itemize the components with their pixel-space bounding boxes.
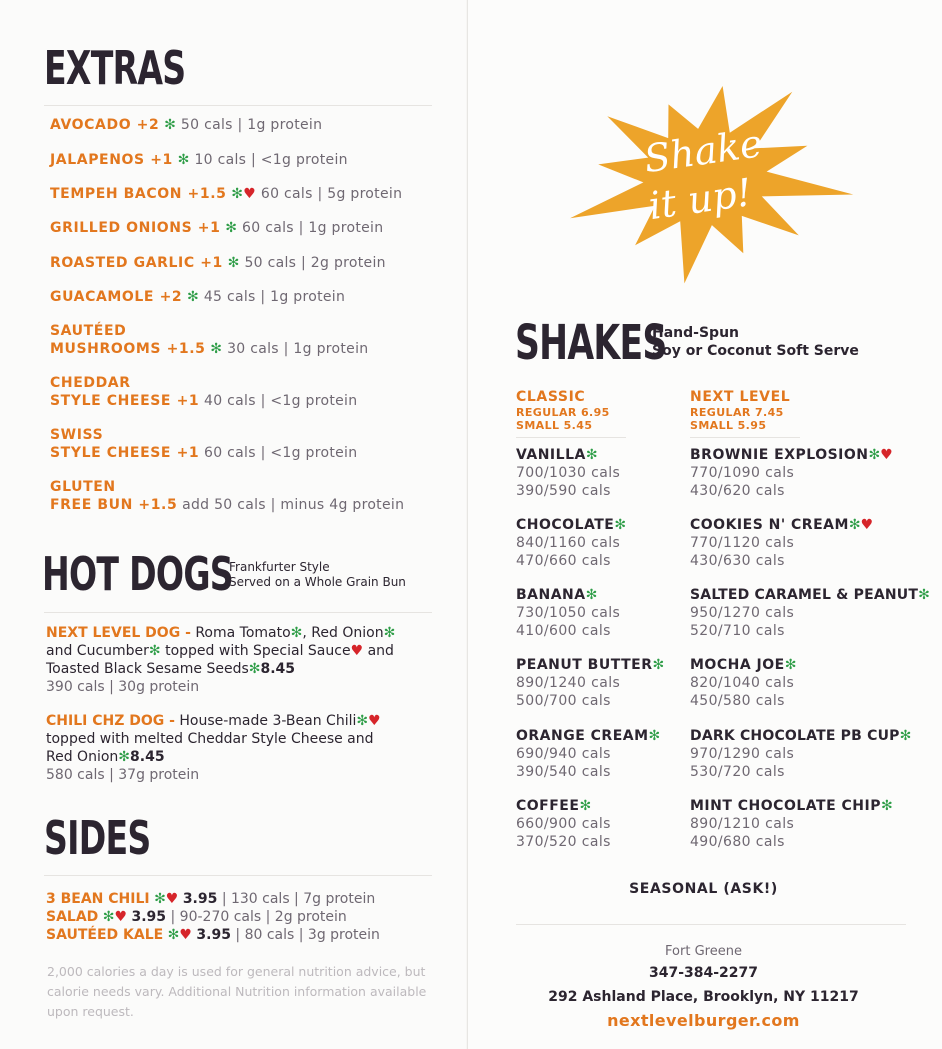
shake-banana: BANANA✻ 730/1050 cals 410/600 cals [516, 587, 621, 639]
footer-location: Fort Greene [665, 944, 742, 959]
footer-address: 292 Ashland Place, Brooklyn, NY 11217 [548, 989, 859, 1005]
next-level-dog: NEXT LEVEL DOG - Roma Tomato✻, Red Onion✻ and Cucumber✻ topped with Special Sauce♥ and Toasted Black Sesame Seeds✻8.45 390 cals | 30g protein [46, 625, 396, 695]
extra-mushrooms: SAUTÉED MUSHROOMS +1.5 ✻ 30 cals | 1g protein [50, 323, 369, 357]
sides-divider [44, 875, 432, 876]
shake-chocolate: CHOCOLATE✻ 840/1160 cals 470/660 cals [516, 517, 627, 569]
shake-salted-caramel-peanut: SALTED CARAMEL & PEANUT✻ 950/1270 cals 520/710 cals [690, 587, 930, 639]
nutrition-disclaimer: 2,000 calories a day is used for general nutrition advice, but calorie needs vary. Additional Nutrition information available upon request. [47, 964, 427, 1019]
shake-peanut-butter: PEANUT BUTTER✻ 890/1240 cals 500/700 cals [516, 657, 665, 709]
extra-roasted-garlic: ROASTED GARLIC +1 ✻ 50 cals | 2g protein [50, 255, 386, 271]
hotdogs-heading: HOT DOGS [42, 547, 233, 601]
side-salad: SALAD ✻♥ 3.95 | 90-270 cals | 2g protein [46, 909, 347, 925]
shake-coffee: COFFEE✻ 660/900 cals 370/520 cals [516, 798, 611, 850]
sides-heading: SIDES [44, 811, 151, 865]
burst-line1: Shake [641, 121, 766, 182]
burst-line2: it up! [645, 170, 755, 229]
vegan-icon: ✻ [164, 117, 177, 133]
extra-jalapenos: JALAPENOS +1 ✻ 10 cals | <1g protein [50, 152, 348, 168]
vegan-icon: ✻ [227, 255, 240, 271]
extras-divider [44, 105, 432, 106]
vegan-icon: ✻ [225, 220, 238, 236]
footer-divider [516, 924, 906, 925]
classic-tier: CLASSIC REGULAR 6.95 SMALL 5.45 [516, 389, 610, 432]
hotdogs-divider [44, 612, 432, 613]
shake-dark-chocolate-pb-cup: DARK CHOCOLATE PB CUP✻ 970/1290 cals 530/720 cals [690, 728, 912, 780]
shake-vanilla: VANILLA✻ 700/1030 cals 390/590 cals [516, 447, 621, 499]
shake-mint-chocolate-chip: MINT CHOCOLATE CHIP✻ 890/1210 cals 490/680 cals [690, 798, 893, 850]
side-sauteed-kale: SAUTÉED KALE ✻♥ 3.95 | 80 cals | 3g protein [46, 927, 380, 943]
extra-grilled-onions: GRILLED ONIONS +1 ✻ 60 cals | 1g protein [50, 220, 384, 236]
left-panel [0, 0, 466, 1049]
vegan-icon: ✻ [177, 152, 190, 168]
chili-chz-dog: CHILI CHZ DOG - House-made 3-Bean Chili✻♥ topped with melted Cheddar Style Cheese and Red Onion✻8.45 580 cals | 37g protein [46, 713, 381, 783]
vegan-icon: ✻ [210, 341, 223, 357]
shake-orange-cream: ORANGE CREAM✻ 690/940 cals 390/540 cals [516, 728, 661, 780]
extra-avocado: AVOCADO +2 ✻ 50 cals | 1g protein [50, 117, 323, 133]
shake-cookies-n-cream: COOKIES N' CREAM✻♥ 770/1120 cals 430/630 cals [690, 517, 874, 569]
extras-heading: EXTRAS [44, 41, 186, 95]
hotdogs-subtitle: Frankfurter Style Served on a Whole Grain Bun [229, 560, 406, 589]
right-panel [467, 0, 942, 1049]
tier-divider-right [690, 437, 800, 438]
extra-cheddar: CHEDDAR STYLE CHEESE +1 40 cals | <1g protein [50, 375, 358, 409]
seasonal-note: SEASONAL (ASK!) [629, 881, 778, 897]
next-level-tier: NEXT LEVEL REGULAR 7.45 SMALL 5.95 [690, 389, 791, 432]
vegan-icon: ✻ [187, 289, 200, 305]
footer-phone[interactable]: 347-384-2277 [648, 965, 759, 981]
shake-burst-icon [550, 52, 860, 302]
footer-website-link[interactable]: nextlevelburger.com [607, 1011, 800, 1030]
extra-guacamole: GUACAMOLE +2 ✻ 45 cals | 1g protein [50, 289, 346, 305]
tier-divider-left [516, 437, 626, 438]
extra-swiss: SWISS STYLE CHEESE +1 60 cals | <1g protein [50, 427, 358, 461]
heart-icon: ♥ [243, 186, 257, 202]
extra-gluten-free-bun: GLUTEN FREE BUN +1.5 add 50 cals | minus 4g protein [50, 479, 405, 513]
side-bean-chili: 3 BEAN CHILI ✻♥ 3.95 | 130 cals | 7g protein [46, 891, 376, 907]
shakes-subtitle: Hand-Spun Soy or Coconut Soft Serve [652, 325, 859, 359]
shake-mocha-joe: MOCHA JOE✻ 820/1040 cals 450/580 cals [690, 657, 797, 709]
shakes-heading: SHAKES [515, 315, 667, 371]
vegan-icon: ✻ [231, 186, 244, 202]
extra-tempeh-bacon: TEMPEH BACON +1.5 ✻♥ 60 cals | 5g protein [50, 186, 403, 202]
shake-brownie-explosion: BROWNIE EXPLOSION✻♥ 770/1090 cals 430/620 cals [690, 447, 893, 499]
